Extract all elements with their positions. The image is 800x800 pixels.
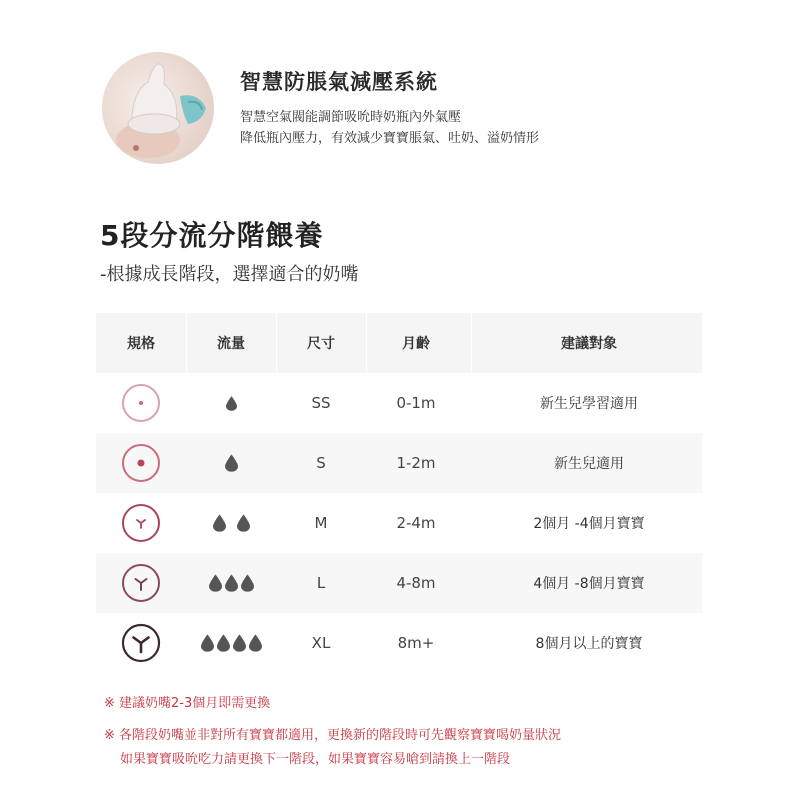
drop-icon [241, 574, 254, 592]
age-value: 1-2m [396, 454, 436, 472]
table-row-l [96, 553, 702, 613]
size-value: M [314, 514, 328, 532]
header-spec: 規格 [127, 336, 155, 352]
target-value: 4個月 -8個月寶寶 [533, 576, 645, 592]
age-value: 4-8m [396, 574, 436, 592]
drop-icon [249, 634, 262, 652]
y-cut-large-icon [120, 622, 162, 664]
nipple-product-photo [102, 52, 214, 164]
nipple-stage-table [96, 313, 702, 673]
drop-icon [209, 574, 222, 592]
flow-drops [201, 634, 262, 652]
flow-drops [226, 396, 237, 411]
nipple-illustration [102, 52, 214, 164]
target-value: 新生兒適用 [554, 456, 624, 472]
target-value: 8個月以上的寶寶 [535, 636, 643, 652]
header-flow: 流量 [217, 336, 245, 352]
y-cut-medium-icon [120, 562, 162, 604]
flow-drops [213, 514, 250, 532]
y-cut-small-icon [120, 502, 162, 544]
section-subtitle: -根據成長階段，選擇適合的奶嘴 [100, 264, 359, 285]
drop-icon [225, 574, 238, 592]
note-stage-suitability: ※ 各階段奶嘴並非對所有寶寶都適用，更換新的階段時可先觀察寶寶喝奶量狀況 [104, 728, 562, 743]
dot-large-icon [120, 442, 162, 484]
drop-icon [225, 454, 238, 472]
table-header-row [96, 313, 702, 373]
drop-icon [237, 514, 250, 532]
hero-title: 智慧防脹氣減壓系統 [240, 70, 438, 94]
size-value: SS [311, 394, 331, 412]
age-value: 8m+ [397, 634, 435, 652]
table-row-s [96, 433, 702, 493]
drop-icon [226, 396, 237, 411]
age-value: 0-1m [396, 394, 436, 412]
drop-icon [217, 634, 230, 652]
header-size: 尺寸 [307, 336, 335, 352]
table-row-xl [96, 613, 702, 673]
table-row-ss [96, 373, 702, 433]
flow-drops [209, 574, 254, 592]
table-row-m [96, 493, 702, 553]
target-value: 新生兒學習適用 [540, 396, 638, 412]
size-value: XL [311, 634, 331, 652]
size-value: S [316, 454, 326, 472]
section-title: 5段分流分階餵養 [100, 219, 324, 252]
drop-icon [233, 634, 246, 652]
age-value: 2-4m [396, 514, 436, 532]
target-value: 2個月 -4個月寶寶 [533, 516, 645, 532]
flow-drops [225, 454, 238, 472]
header-age: 月齡 [402, 336, 430, 352]
note-replace-interval: ※ 建議奶嘴2-3個月即需更換 [104, 696, 271, 711]
hero-description-line-1: 智慧空氣閥能調節吸吮時奶瓶內外氣壓 [240, 110, 462, 125]
drop-icon [201, 634, 214, 652]
size-value: L [316, 574, 326, 592]
hero-description-line-2: 降低瓶內壓力，有效減少寶寶脹氣、吐奶、溢奶情形 [240, 131, 540, 146]
header-target: 建議對象 [561, 336, 617, 352]
note-stage-adjustment: 如果寶寶吸吮吃力請更換下一階段，如果寶寶容易嗆到請換上一階段 [120, 752, 511, 767]
dot-small-icon [120, 382, 162, 424]
drop-icon [213, 514, 226, 532]
